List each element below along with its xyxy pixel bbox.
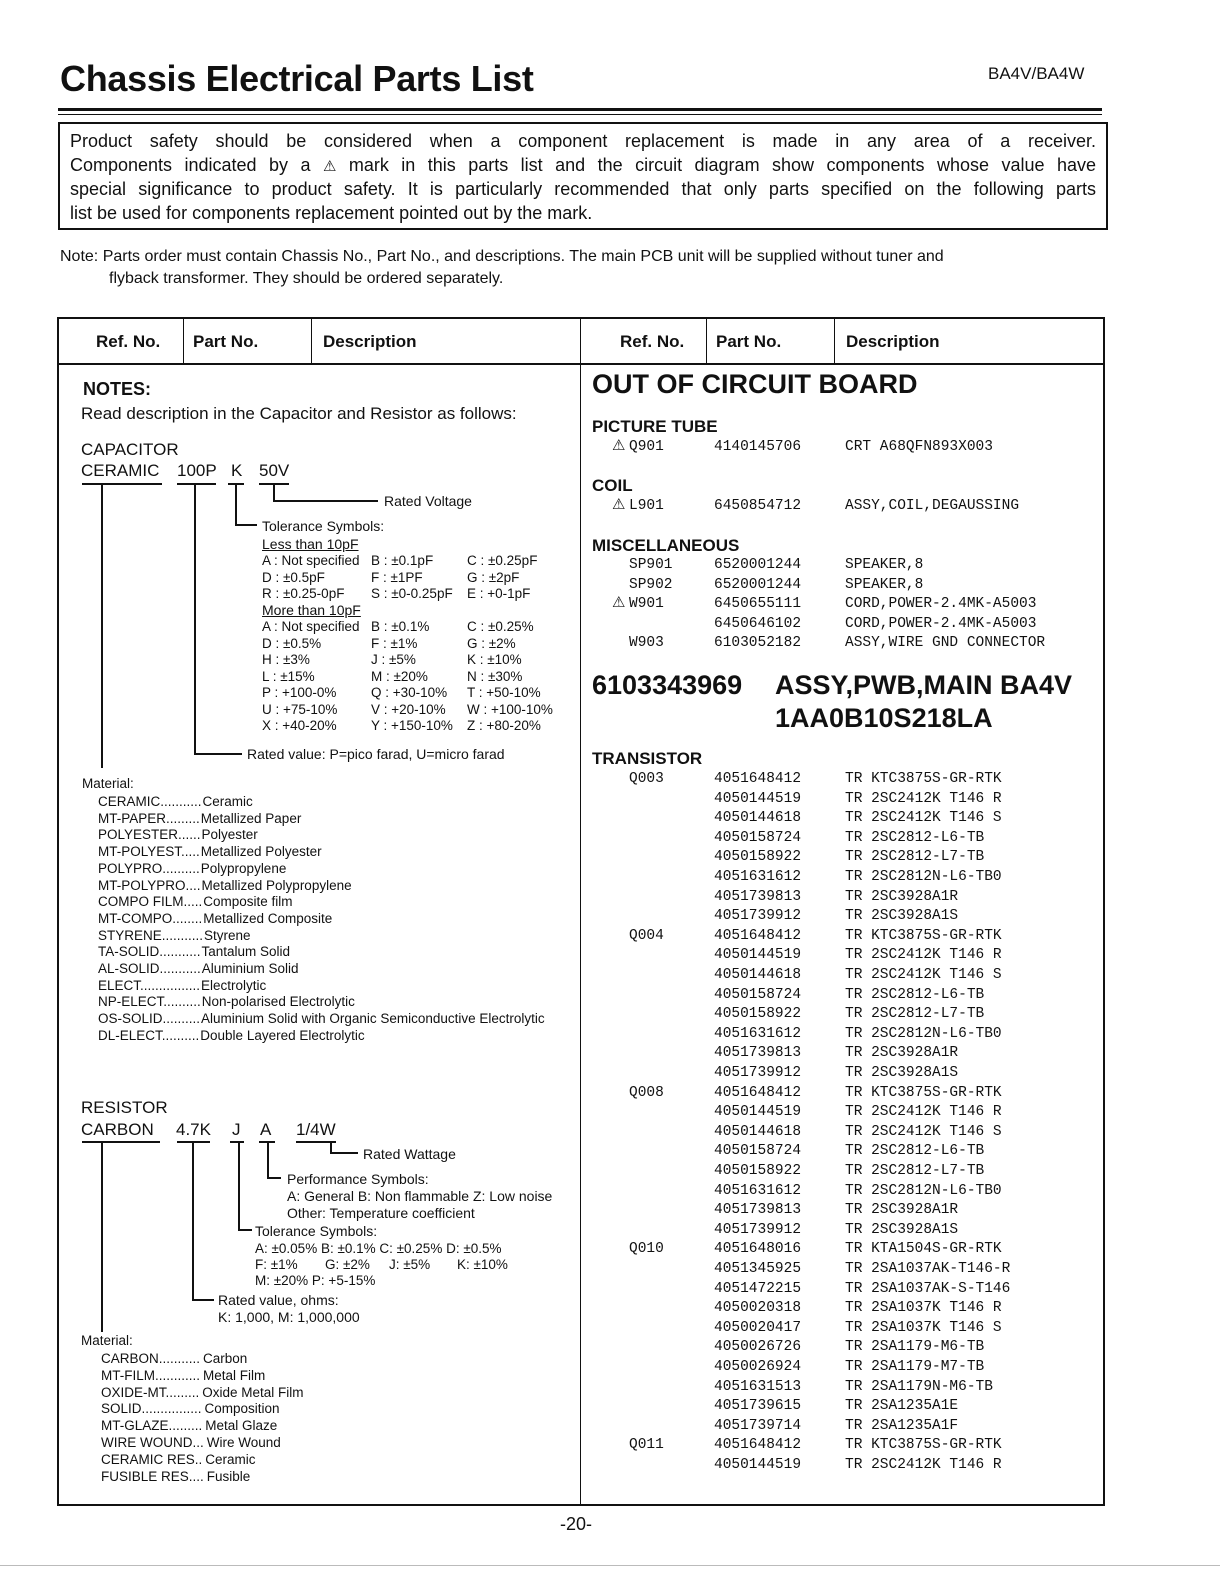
description: TR KTC3875S-GR-RTK (845, 927, 1002, 944)
leader-line (192, 1299, 214, 1301)
res-code-material: CARBON (81, 1120, 154, 1139)
header-description: Description (323, 332, 417, 351)
material-desc: Tantalum Solid (201, 944, 291, 960)
material-item (98, 944, 290, 961)
material-desc: Metallized Composite (203, 910, 333, 926)
description: SPEAKER,8 (845, 557, 924, 573)
part-no: 4050020417 (714, 1319, 802, 1336)
tolerance-cell: A : Not specified (262, 619, 360, 634)
col-divider (183, 319, 184, 363)
underline (230, 1141, 244, 1143)
tolerance-cell: R : ±0.25-0pF (262, 586, 345, 601)
description: TR 2SC3928A1R (845, 1045, 959, 1062)
description: TR 2SA1037AK-T146-R (845, 1261, 1011, 1277)
leader-line (235, 484, 237, 525)
material-code: MT-POLYPRO.... (98, 877, 201, 893)
material-desc: Non-polarised Electrolytic (201, 994, 355, 1010)
material-code: MT-POLYEST..... (98, 844, 200, 860)
description: TR 2SA1037K T146 S (845, 1319, 1002, 1336)
tolerance-cell: X : +40-20% (262, 718, 337, 733)
material-desc: Composite film (203, 894, 293, 910)
res-code-tolerance: J (232, 1120, 241, 1139)
description: TR 2SC3928A1R (845, 888, 959, 905)
ref-no: Q004 (629, 927, 664, 944)
out-of-circuit-title: OUT OF CIRCUIT BOARD (592, 369, 918, 399)
res-code-value: 4.7K (176, 1120, 211, 1139)
material-code: OXIDE-MT......... (101, 1384, 200, 1400)
material-item (101, 1368, 265, 1385)
order-note (60, 246, 1120, 290)
part-no: 4050158922 (714, 1163, 802, 1179)
leader-line (194, 753, 242, 755)
material-code: ELECT................ (98, 977, 201, 993)
description: TR 2SC2812N-L6-TB0 (845, 1025, 1002, 1042)
tolerance-cell: H : ±3% (262, 652, 310, 667)
part-no: 4051739615 (714, 1398, 802, 1415)
part-no: 4051739912 (714, 908, 802, 925)
ref-no: SP902 (629, 576, 673, 593)
material-item (98, 1028, 365, 1045)
header-rule-thin (58, 114, 1102, 115)
rated-voltage-label: Rated Voltage (384, 493, 472, 509)
leader-line (192, 1142, 194, 1300)
tolerance-cell: C : ±0.25pF (467, 553, 538, 568)
tolerance-cell: D : ±0.5% (262, 635, 322, 651)
material-desc: Polyester (201, 827, 258, 843)
material-desc: Metal Film (203, 1367, 266, 1383)
part-no: 4050026924 (714, 1359, 802, 1375)
description: TR 2SA1179-M6-TB (845, 1339, 985, 1356)
part-no: 4050158922 (714, 1006, 802, 1023)
material-code: MT-FILM............ (101, 1367, 201, 1383)
leader-line (238, 1229, 252, 1231)
part-no: 4051631612 (714, 869, 802, 885)
material-desc: Metallized Paper (200, 810, 302, 826)
tolerance-cell: W : +100-10% (467, 701, 553, 717)
header-ref-no: Ref. No. (96, 332, 161, 351)
tolerance-cell: L : ±15% (262, 668, 315, 684)
ref-no: SP901 (629, 557, 673, 573)
col-divider (706, 319, 707, 363)
description: CORD,POWER-2.4MK-A5003 (845, 596, 1037, 613)
material-desc: Wire Wound (206, 1435, 281, 1450)
material-code: NP-ELECT.......... (98, 994, 201, 1010)
description: TR 2SA1179-M7-TB (845, 1359, 985, 1375)
material-item (101, 1452, 256, 1469)
material-desc: Styrene (204, 927, 251, 943)
part-no: 6450854712 (714, 498, 802, 514)
tolerance-cell: A : Not specified (262, 553, 360, 568)
material-item (98, 794, 253, 811)
part-no: 4051739813 (714, 1202, 802, 1219)
part-no: 4051631513 (714, 1378, 802, 1395)
assy-part-no: 6103343969 (592, 670, 743, 700)
leader-line (101, 1142, 103, 1332)
transistor-title: TRANSISTOR (592, 749, 703, 768)
leader-line (273, 484, 275, 501)
material-desc: Aluminium Solid with Organic Semiconductive Electrolytic (201, 1011, 545, 1027)
part-no: 4140145706 (714, 439, 802, 455)
material-code: COMPO FILM..... (98, 894, 203, 910)
material-item (101, 1435, 281, 1452)
material-code: MT-PAPER......... (98, 810, 200, 826)
part-no: 4051345925 (714, 1261, 802, 1277)
ref-no: Q010 (629, 1241, 664, 1258)
material-item (101, 1418, 277, 1435)
description: TR 2SC2812N-L6-TB0 (845, 1182, 1002, 1199)
description: TR KTC3875S-GR-RTK (845, 1084, 1002, 1101)
col-divider (834, 319, 835, 363)
leader-line (235, 524, 257, 526)
part-no: 4051739813 (714, 888, 802, 905)
part-no: 4050144519 (714, 790, 802, 807)
col-divider (311, 319, 312, 363)
material-item (101, 1401, 280, 1418)
safety-line-3: special significance to product safety. It is particularly recommended that only parts specified on the following parts (70, 179, 1096, 199)
part-no: 4051648412 (714, 1437, 802, 1454)
material-desc: Carbon (203, 1351, 248, 1366)
material-code: AL-SOLID........... (98, 961, 201, 976)
material-desc: Polypropylene (200, 860, 287, 876)
leader-line (194, 484, 196, 754)
part-no: 4050144519 (714, 1104, 802, 1121)
description: TR 2SC2812-L6-TB (845, 986, 985, 1003)
material-item (98, 878, 352, 895)
capacitor-heading: CAPACITOR (81, 440, 179, 459)
material-code: POLYESTER...... (98, 827, 201, 843)
res-tol-line2c: J: ±5% (389, 1257, 431, 1272)
description: TR 2SC2812-L7-TB (845, 849, 985, 866)
material-desc: Ceramic (202, 794, 253, 809)
center-divider (580, 319, 581, 1504)
part-no: 4050020318 (714, 1300, 802, 1317)
part-no: 6520001244 (714, 576, 802, 593)
description: TR 2SC2812-L6-TB (845, 829, 985, 846)
material-item (101, 1351, 247, 1368)
part-no: 4051648412 (714, 1084, 802, 1101)
cap-rated-value: Rated value: P=pico farad, U=micro farad (247, 746, 505, 762)
part-no: 4050144618 (714, 1123, 802, 1140)
tolerance-cell: E : +0-1pF (467, 586, 531, 601)
res-tol-line2d: K: ±10% (457, 1257, 508, 1272)
description: TR 2SC2412K T146 R (845, 1457, 1002, 1473)
part-no: 4051631612 (714, 1182, 802, 1199)
ref-no: L901 (629, 498, 664, 514)
tolerance-cell: G : ±2pF (467, 569, 520, 585)
material-code: TA-SOLID........... (98, 944, 201, 960)
res-tol-line2a: F: ±1% (255, 1257, 298, 1272)
material-item (98, 994, 355, 1011)
note-line-2: flyback transformer. They should be ordered separately. (109, 270, 504, 287)
underline (177, 483, 216, 485)
assy-desc-2: 1AA0B10S218LA (775, 703, 993, 733)
tolerance-cell: B : ±0.1pF (371, 553, 434, 568)
note-line-1: Note: Parts order must contain Chassis No., Part No., and descriptions. The main PCB unit will be supplied without tuner and (60, 248, 944, 265)
material-desc: Metal Glaze (205, 1418, 278, 1434)
material-code: POLYPRO.......... (98, 860, 200, 876)
material-code: CERAMIC RES.. (101, 1451, 203, 1467)
cap-code-tolerance: K (231, 461, 243, 480)
page-title: Chassis Electrical Parts List (60, 58, 534, 99)
description: TR 2SC2412K T146 R (845, 1104, 1002, 1121)
tolerance-cell: P : +100-0% (262, 685, 337, 700)
part-no: 6450646102 (714, 615, 802, 632)
tolerance-cell: D : ±0.5pF (262, 569, 325, 585)
material-code: FUSIBLE RES.... (101, 1468, 204, 1484)
description: TR 2SA1235A1F (845, 1417, 959, 1434)
res-material-title: Material: (81, 1333, 133, 1348)
notes-title: NOTES: (83, 379, 152, 399)
res-code-wattage: 1/4W (296, 1120, 336, 1139)
part-no: 4051631612 (714, 1025, 802, 1042)
safety-line-2: Components indicated by a ⚠ mark in this parts list and the circuit diagram show components whose value have (70, 154, 1096, 179)
material-item (98, 861, 286, 878)
part-no: 4051648016 (714, 1241, 802, 1258)
safety-line-4: list be used for components replacement pointed out by the mark. (70, 202, 593, 223)
tolerance-cell: F : ±1% (371, 635, 418, 651)
part-no: 4050144519 (714, 947, 802, 964)
part-no: 4051472215 (714, 1280, 802, 1297)
cap-more-title: More than 10pF (262, 602, 361, 618)
tolerance-cell: Y : +150-10% (371, 718, 453, 733)
header-description-right: Description (846, 332, 940, 351)
leader-line (267, 1177, 281, 1179)
ref-no: Q003 (629, 771, 664, 787)
material-desc: Fusible (206, 1468, 251, 1484)
part-no: 6103052182 (714, 635, 802, 652)
cap-tolerance-title: Tolerance Symbols: (262, 518, 385, 534)
part-no: 6520001244 (714, 557, 802, 573)
model-number: BA4V/BA4W (988, 64, 1085, 83)
cap-code-value: 100P (177, 461, 217, 480)
description: TR 2SC3928A1S (845, 1065, 959, 1081)
part-no: 4051739912 (714, 1221, 802, 1238)
material-code: OS-SOLID.......... (98, 1011, 201, 1027)
description: ASSY,COIL,DEGAUSSING (845, 498, 1020, 514)
warning-triangle-icon: ⚠ (612, 437, 626, 454)
part-no: 4051648412 (714, 927, 802, 944)
resistor-heading: RESISTOR (81, 1098, 168, 1117)
description: TR 2SC3928A1R (845, 1202, 959, 1219)
description: TR 2SC3928A1S (845, 1221, 959, 1238)
res-code-performance: A (260, 1120, 272, 1139)
part-no: 4050158724 (714, 986, 802, 1003)
description: CRT A68QFN893X003 (845, 439, 993, 455)
material-item (101, 1385, 304, 1402)
description: TR 2SC2812-L7-TB (845, 1163, 985, 1179)
ref-no: Q008 (629, 1084, 664, 1101)
part-no: 4050144519 (714, 1457, 802, 1473)
warning-triangle-icon: ⚠ (322, 157, 337, 175)
material-desc: Metallized Polyester (200, 844, 322, 860)
material-item (98, 844, 322, 861)
underline (177, 1141, 210, 1143)
description: TR 2SC2412K T146 S (845, 810, 1002, 827)
material-desc: Metallized Polypropylene (201, 877, 352, 893)
description: TR 2SC2412K T146 S (845, 1123, 1002, 1140)
material-item (98, 894, 293, 911)
material-item (98, 978, 266, 995)
header-ref-no-right: Ref. No. (620, 332, 685, 351)
description: TR 2SA1037AK-S-T146 (845, 1280, 1011, 1297)
material-desc: Aluminium Solid (201, 961, 299, 976)
description: TR 2SC2412K T146 S (845, 967, 1002, 983)
part-no: 4050144618 (714, 967, 802, 983)
tolerance-cell: V : +20-10% (371, 701, 446, 717)
material-desc: Composition (204, 1401, 280, 1417)
material-code: STYRENE........... (98, 927, 204, 943)
material-item (98, 811, 301, 828)
leader-line (273, 500, 378, 502)
part-no: 4050158922 (714, 849, 802, 866)
description: TR 2SC2812-L7-TB (845, 1006, 985, 1023)
material-code: SOLID................ (101, 1401, 202, 1417)
material-item (98, 911, 332, 928)
description: TR KTC3875S-GR-RTK (845, 1437, 1002, 1454)
part-no: 4050158724 (714, 829, 802, 846)
coil-title: COIL (592, 476, 633, 495)
tolerance-cell: Q : +30-10% (371, 685, 448, 700)
tolerance-cell: K : ±10% (467, 652, 522, 667)
description: ASSY,WIRE GND CONNECTOR (845, 635, 1046, 652)
res-tol-line1: A: ±0.05% B: ±0.1% C: ±0.25% D: ±0.5% (255, 1241, 502, 1256)
notes-intro: Read description in the Capacitor and Resistor as follows: (81, 404, 517, 423)
header-rule (58, 108, 1102, 111)
res-perf-title: Performance Symbols: (287, 1171, 429, 1187)
description: CORD,POWER-2.4MK-A5003 (845, 615, 1037, 632)
description: TR 2SC2412K T146 R (845, 790, 1002, 807)
part-no: 4051739912 (714, 1065, 802, 1081)
bottom-rule (0, 1565, 1220, 1566)
material-desc: Electrolytic (201, 977, 267, 993)
description: TR KTA1504S-GR-RTK (845, 1241, 1002, 1258)
tolerance-cell: T : +50-10% (467, 685, 541, 700)
cap-material-title: Material: (82, 776, 134, 791)
material-code: CERAMIC........... (98, 794, 202, 809)
description: TR KTC3875S-GR-RTK (845, 771, 1002, 787)
material-item (98, 961, 299, 978)
tolerance-cell: M : ±20% (371, 668, 428, 684)
material-item (98, 928, 251, 945)
material-desc: Double Layered Electrolytic (200, 1027, 365, 1043)
material-code: MT-COMPO........ (98, 910, 203, 926)
part-no: 4051739714 (714, 1417, 802, 1434)
part-no: 4051648412 (714, 771, 802, 787)
material-code: CARBON........... (101, 1351, 201, 1366)
material-code: MT-GLAZE......... (101, 1418, 203, 1434)
res-tol-line3: M: ±20% P: +5-15% (255, 1273, 376, 1288)
part-no: 4050144618 (714, 810, 802, 827)
part-no: 4050026726 (714, 1339, 802, 1356)
rated-wattage-label: Rated Wattage (363, 1146, 456, 1162)
leader-line (267, 1142, 269, 1178)
res-tol-line2b: G: ±2% (325, 1257, 370, 1272)
res-rated-value-title: Rated value, ohms: (218, 1292, 339, 1308)
leader-line (330, 1152, 358, 1154)
leader-line (238, 1142, 240, 1230)
underline (82, 483, 162, 485)
material-desc: Oxide Metal Film (202, 1384, 304, 1400)
res-perf-line1: A: General B: Non flammable Z: Low noise (287, 1188, 553, 1204)
safety-line-1: Product safety should be considered when a component replacement is made in any area of a receiver. (70, 131, 1096, 151)
tolerance-cell: Z : +80-20% (467, 718, 541, 733)
ref-no: W903 (629, 635, 664, 652)
header-part-no: Part No. (193, 332, 259, 351)
misc-title: MISCELLANEOUS (592, 536, 740, 555)
description: TR 2SA1179N-M6-TB (845, 1378, 993, 1395)
description: TR 2SC2412K T146 R (845, 947, 1002, 964)
tolerance-cell: S : ±0-0.25pF (371, 586, 453, 601)
tolerance-cell: F : ±1PF (371, 569, 423, 585)
part-no: 4050158724 (714, 1143, 802, 1160)
ref-no: W901 (629, 596, 664, 613)
res-perf-line2: Other: Temperature coefficient (287, 1205, 475, 1221)
material-item (98, 1011, 545, 1028)
ref-no: Q011 (629, 1437, 664, 1454)
material-item (101, 1469, 250, 1486)
warning-triangle-icon: ⚠ (612, 594, 626, 612)
description: TR 2SC3928A1S (845, 908, 959, 925)
res-rated-value-line: K: 1,000, M: 1,000,000 (218, 1309, 360, 1325)
cap-code-voltage: 50V (259, 461, 290, 480)
tolerance-cell: G : ±2% (467, 635, 516, 651)
safety-notice (58, 122, 1108, 230)
underline (82, 1141, 160, 1143)
leader-line (101, 484, 103, 768)
tolerance-cell: J : ±5% (371, 652, 416, 667)
material-code: DL-ELECT.......... (98, 1027, 200, 1043)
tolerance-cell: C : ±0.25% (467, 619, 534, 634)
cap-less-title: Less than 10pF (262, 536, 359, 552)
picture-tube-title: PICTURE TUBE (592, 417, 718, 436)
header-part-no-right: Part No. (716, 332, 782, 351)
material-code: WIRE WOUND... (101, 1435, 204, 1450)
part-no: 4051739813 (714, 1045, 802, 1062)
cap-code-material: CERAMIC (81, 461, 160, 480)
material-desc: Ceramic (205, 1451, 256, 1467)
description: TR 2SC2812N-L6-TB0 (845, 869, 1002, 885)
tolerance-cell: N : ±30% (467, 668, 523, 684)
description: SPEAKER,8 (845, 576, 924, 593)
description: TR 2SC2812-L6-TB (845, 1143, 985, 1160)
page-number: -20- (560, 1514, 593, 1534)
assy-desc-1: ASSY,PWB,MAIN BA4V (775, 670, 1073, 700)
tolerance-cell: B : ±0.1% (371, 619, 430, 634)
ref-no: Q901 (629, 439, 664, 455)
part-no: 6450655111 (714, 596, 802, 613)
description: TR 2SA1037K T146 R (845, 1300, 1002, 1317)
description: TR 2SA1235A1E (845, 1398, 959, 1415)
tolerance-cell: U : +75-10% (262, 701, 338, 717)
warning-triangle-icon: ⚠ (612, 496, 626, 513)
res-tol-title: Tolerance Symbols: (255, 1223, 378, 1239)
material-item (98, 827, 258, 844)
